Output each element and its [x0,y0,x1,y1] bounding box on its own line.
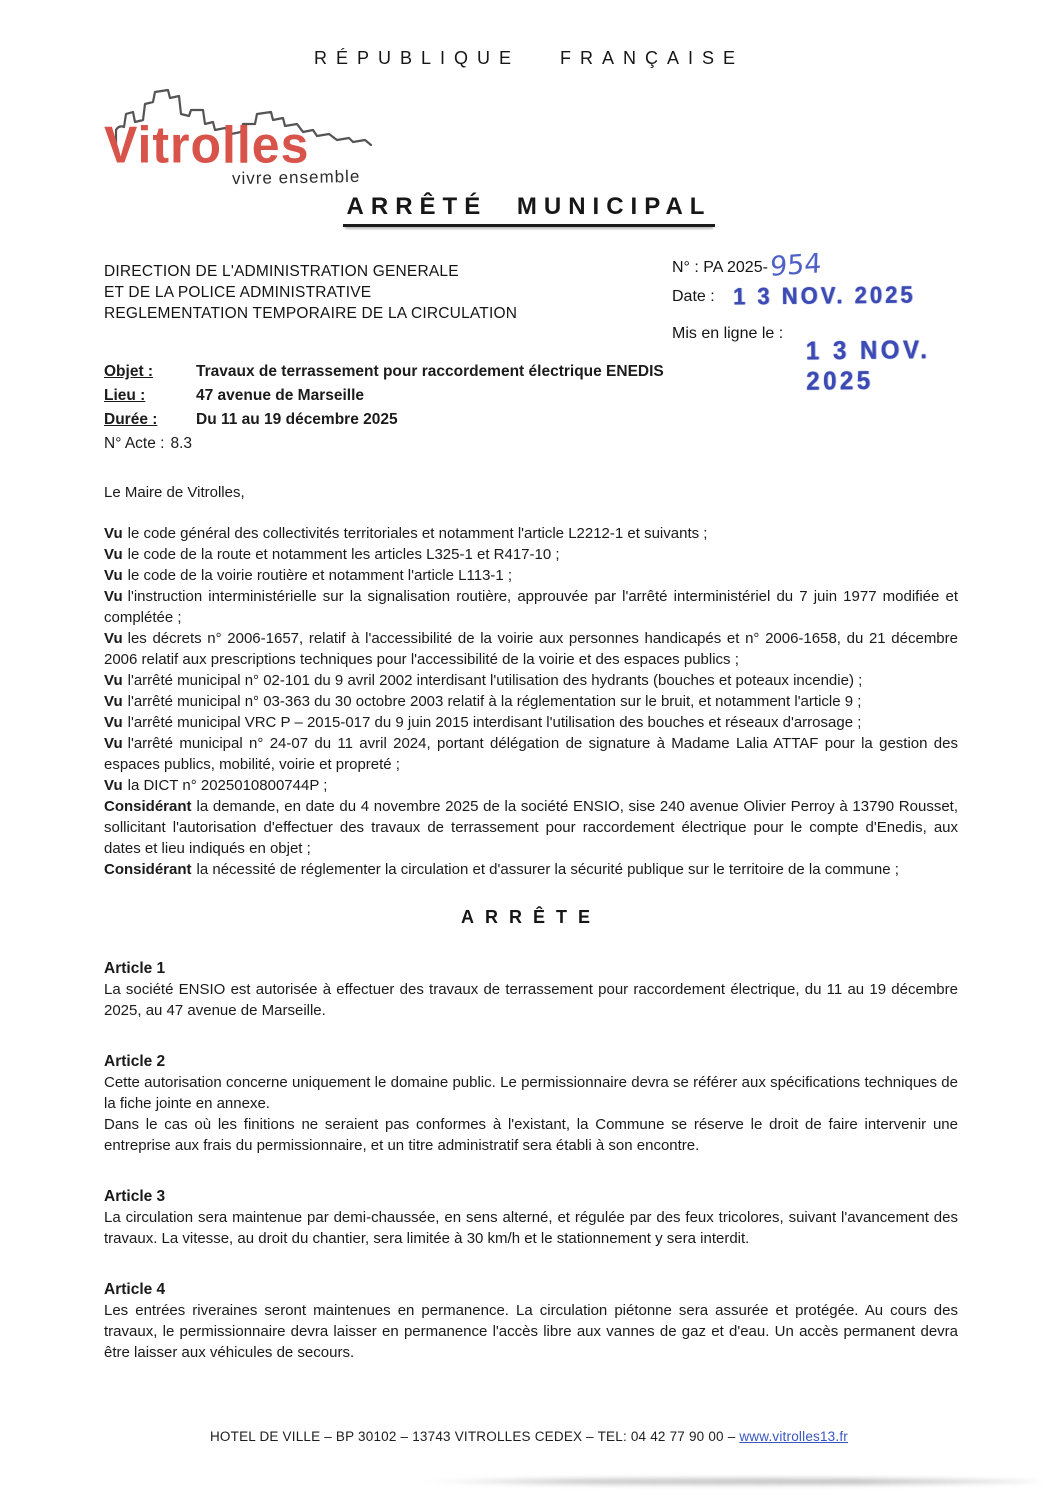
acte-value: 8.3 [170,435,193,452]
article-1-heading: Article 1 [104,960,166,977]
footer-address: HOTEL DE VILLE – BP 30102 – 13743 VITROLLES CEDEX – TEL: 04 42 77 90 00 – [209,1429,740,1444]
article-4-text: Les entrées riveraines seront maintenues en permanence. La circulation piétonne sera assurée et protégée. Au cours des travaux, le permissionnaire devra laisser en permanence l'accès libre aux vannes de gaz et d'eau. Un accès permanent devra être laisser aux véhicules de secours. [104,1302,958,1361]
article-3-heading: Article 3 [104,1188,166,1205]
date-label: Date : [672,288,715,305]
date-stamp: 1 3 NOV. 2025 [732,281,916,310]
acte-row [104,432,958,456]
direction-block [104,261,517,324]
article-1 [104,958,958,1021]
footer-website-link[interactable]: www.vitrolles13.fr [739,1429,848,1444]
online-date-label: Mis en ligne le : [672,325,784,342]
scan-artifact [420,1478,1040,1485]
duree-label: Durée : [104,411,158,428]
vu-clause: Vu l'instruction interministérielle sur la signalisation routière, approuvée par l'arrêté interministériel du 7 juin 1977 modifiée et complétée ; [104,588,958,626]
article-2 [104,1051,958,1156]
arrete-heading: ARRÊTE [460,907,601,927]
document-body [104,482,958,1363]
vu-clause: Vu l'arrêté municipal VRC P – 2015-017 du 9 juin 2015 interdisant l'utilisation des bouches et réseaux d'arrosage ; [104,714,862,731]
vu-clause: Vu la DICT n° 2025010800744P ; [104,777,328,794]
considerant-clause: Considérant la nécessité de réglementer la circulation et d'assurer la sécurité publique sur le territoire de la commune ; [104,861,899,878]
objet-row [104,360,958,384]
document-title: ARRÊTÉ MUNICIPAL [343,193,716,227]
article-1-text: La société ENSIO est autorisée à effectuer des travaux de terrassement pour raccordement électrique, du 11 au 19 décembre 2025, au 47 avenue de Marseille. [104,981,958,1019]
duree-row [104,408,958,432]
reference-block [672,248,1002,397]
vu-clause: Vu l'arrêté municipal n° 02-101 du 9 avril 2002 interdisant l'utilisation des hydrants (bouches et poteaux incendie) ; [104,672,863,689]
objet-value: Travaux de terrassement pour raccordement électrique ENEDIS [196,363,664,380]
direction-line: ET DE LA POLICE ADMINISTRATIVE [104,284,372,301]
article-4-heading: Article 4 [104,1281,166,1298]
logo-tagline: vivre ensemble [231,166,361,189]
lieu-label: Lieu : [104,387,146,404]
acte-label: N° Acte : [104,435,165,452]
duree-value: Du 11 au 19 décembre 2025 [196,411,398,428]
logo-wordmark: Vitrolles [104,115,310,175]
direction-line: REGLEMENTATION TEMPORAIRE DE LA CIRCULATION [104,305,518,322]
vu-clause: Vu le code de la voirie routière et notamment l'article L113-1 ; [104,567,513,584]
footer [0,1429,1058,1444]
decree-number-label: N° : PA 2025- [672,259,768,276]
vu-clause: Vu le code de la route et notamment les articles L325-1 et R417-10 ; [104,546,560,563]
vu-clause: Vu l'arrêté municipal n° 24-07 du 11 avril 2024, portant délégation de signature à Madame Lalia ATTAF pour la gestion des espaces publics, mobilité, voirie et propreté ; [104,735,958,773]
article-2-text: Cette autorisation concerne uniquement le domaine public. Le permissionnaire devra se référer aux spécifications techniques de la fiche jointe en annexe. [104,1074,958,1112]
lieu-row [104,384,958,408]
recitals-block [104,523,958,880]
republique-francaise-heading: RÉPUBLIQUE FRANÇAISE [313,48,745,68]
subject-block [104,360,958,456]
vu-clause: Vu les décrets n° 2006-1657, relatif à l'accessibilité de la voirie aux personnes handicapés et n° 2006-1658, du 21 décembre 2006 relatif aux prescriptions techniques pour l'accessibilité de la voirie et des espaces publics ; [104,630,958,668]
decree-number-handwritten: 954 [769,248,822,283]
objet-label: Objet : [104,363,154,380]
considerant-clause: Considérant la demande, en date du 4 novembre 2025 de la société ENSIO, sise 240 avenue Olivier Perroy à 13790 Rousset, sollicitant l'autorisation d'effectuer des travaux de terrassement pour raccordement électrique pour le compte d'Enedis, aux dates et lieu indiqués en objet ; [104,798,958,857]
article-4 [104,1279,958,1363]
article-3 [104,1186,958,1249]
vu-clause: Vu l'arrêté municipal n° 03-363 du 30 octobre 2003 relatif à la réglementation sur le bruit, et notamment l'article 9 ; [104,693,862,710]
article-2-heading: Article 2 [104,1053,166,1070]
lieu-value: 47 avenue de Marseille [196,387,365,404]
article-3-text: La circulation sera maintenue par demi-chaussée, en sens alterné, et régulée par des feux tricolores, suivant l'avancement des travaux. La vitesse, au droit du chantier, sera limitée à 30 km/h et le stationnement y sera interdit. [104,1209,958,1247]
vu-clause: Vu le code général des collectivités territoriales et notamment l'article L2212-1 et suivants ; [104,525,708,542]
salutation: Le Maire de Vitrolles, [104,484,245,501]
article-2-text: Dans le cas où les finitions ne seraient pas conformes à l'existant, la Commune se réserve le droit de faire intervenir une entreprise aux frais du permissionnaire, et un titre administratif sera établi à son encontre. [104,1116,958,1154]
vitrolles-logo [104,84,404,194]
online-date-stamp: 1 3 NOV. 2025 [805,335,931,397]
direction-line: DIRECTION DE L'ADMINISTRATION GENERALE [104,263,459,280]
